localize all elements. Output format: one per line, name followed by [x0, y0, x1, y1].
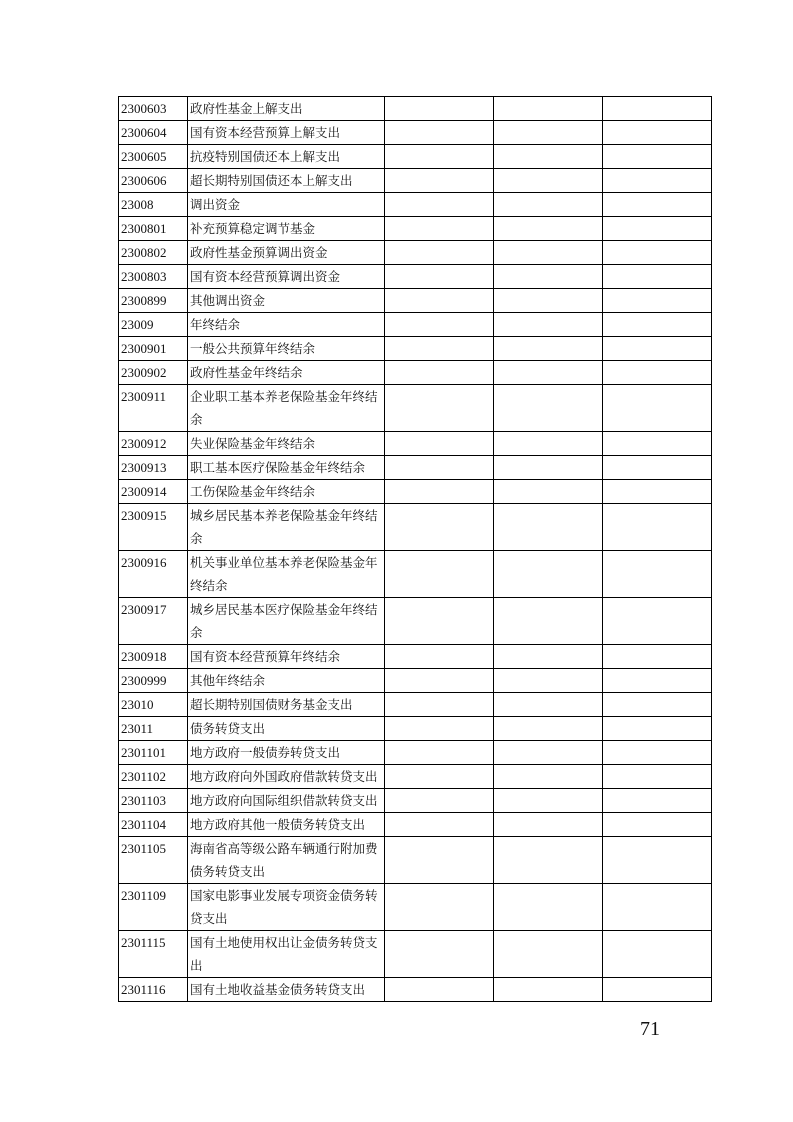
item-name: 调出资金: [188, 193, 385, 217]
table-row: [119, 313, 712, 337]
item-name: 工伤保险基金年终结余: [188, 480, 385, 504]
item-name: 国有资本经营预算调出资金: [188, 265, 385, 289]
empty-value-cell: [603, 265, 712, 289]
empty-value-cell: [494, 313, 603, 337]
table-row: [119, 645, 712, 669]
table-row: [119, 741, 712, 765]
item-code: 2300603: [119, 97, 188, 121]
item-code: 2301104: [119, 813, 188, 837]
item-code: 2301109: [119, 884, 188, 931]
empty-value-cell: [385, 693, 494, 717]
empty-value-cell: [385, 717, 494, 741]
item-name: 地方政府其他一般债务转贷支出: [188, 813, 385, 837]
item-code: 2301105: [119, 837, 188, 884]
item-name: 国有资本经营预算年终结余: [188, 645, 385, 669]
empty-value-cell: [603, 504, 712, 551]
item-name: 政府性基金年终结余: [188, 361, 385, 385]
table-row: [119, 169, 712, 193]
empty-value-cell: [603, 121, 712, 145]
empty-value-cell: [385, 361, 494, 385]
item-name: 其他调出资金: [188, 289, 385, 313]
empty-value-cell: [385, 97, 494, 121]
empty-value-cell: [603, 313, 712, 337]
empty-value-cell: [494, 169, 603, 193]
empty-value-cell: [385, 645, 494, 669]
item-code: 2300999: [119, 669, 188, 693]
empty-value-cell: [385, 456, 494, 480]
table-row: [119, 931, 712, 978]
empty-value-cell: [603, 741, 712, 765]
item-name: 职工基本医疗保险基金年终结余: [188, 456, 385, 480]
empty-value-cell: [385, 385, 494, 432]
item-name: 城乡居民基本养老保险基金年终结余: [188, 504, 385, 551]
empty-value-cell: [494, 385, 603, 432]
table-row: [119, 241, 712, 265]
empty-value-cell: [603, 978, 712, 1002]
table-row: [119, 813, 712, 837]
empty-value-cell: [385, 121, 494, 145]
empty-value-cell: [494, 884, 603, 931]
empty-value-cell: [603, 432, 712, 456]
item-code: 23009: [119, 313, 188, 337]
table-row: [119, 145, 712, 169]
item-code: 2301102: [119, 765, 188, 789]
item-name: 超长期特别国债财务基金支出: [188, 693, 385, 717]
item-code: 2301116: [119, 978, 188, 1002]
empty-value-cell: [494, 669, 603, 693]
item-name: 国家电影事业发展专项资金债务转贷支出: [188, 884, 385, 931]
empty-value-cell: [494, 456, 603, 480]
item-code: 2300918: [119, 645, 188, 669]
item-code: 23010: [119, 693, 188, 717]
empty-value-cell: [603, 717, 712, 741]
item-code: 2300913: [119, 456, 188, 480]
empty-value-cell: [603, 551, 712, 598]
item-name: 抗疫特别国债还本上解支出: [188, 145, 385, 169]
item-name: 超长期特别国债还本上解支出: [188, 169, 385, 193]
item-name: 国有土地收益基金债务转贷支出: [188, 978, 385, 1002]
empty-value-cell: [603, 931, 712, 978]
table-row: [119, 504, 712, 551]
empty-value-cell: [385, 504, 494, 551]
table-row: [119, 717, 712, 741]
item-code: 2301103: [119, 789, 188, 813]
table-row: [119, 789, 712, 813]
empty-value-cell: [494, 789, 603, 813]
item-code: 2300915: [119, 504, 188, 551]
item-name: 城乡居民基本医疗保险基金年终结余: [188, 598, 385, 645]
empty-value-cell: [603, 456, 712, 480]
empty-value-cell: [385, 169, 494, 193]
empty-value-cell: [603, 765, 712, 789]
empty-value-cell: [385, 837, 494, 884]
empty-value-cell: [494, 217, 603, 241]
table-row: [119, 217, 712, 241]
item-code: 2300604: [119, 121, 188, 145]
table-row: [119, 337, 712, 361]
empty-value-cell: [385, 432, 494, 456]
empty-value-cell: [603, 837, 712, 884]
empty-value-cell: [385, 598, 494, 645]
empty-value-cell: [494, 241, 603, 265]
table-row: [119, 480, 712, 504]
empty-value-cell: [603, 645, 712, 669]
empty-value-cell: [385, 741, 494, 765]
budget-code-table: [118, 96, 712, 1002]
item-code: 2300606: [119, 169, 188, 193]
table-row: [119, 432, 712, 456]
empty-value-cell: [603, 289, 712, 313]
table-row: [119, 837, 712, 884]
empty-value-cell: [385, 978, 494, 1002]
item-name: 债务转贷支出: [188, 717, 385, 741]
empty-value-cell: [385, 241, 494, 265]
empty-value-cell: [494, 361, 603, 385]
empty-value-cell: [603, 789, 712, 813]
item-name: 失业保险基金年终结余: [188, 432, 385, 456]
item-name: 国有资本经营预算上解支出: [188, 121, 385, 145]
empty-value-cell: [385, 884, 494, 931]
empty-value-cell: [603, 169, 712, 193]
table-row: [119, 361, 712, 385]
empty-value-cell: [385, 551, 494, 598]
item-name: 地方政府一般债券转贷支出: [188, 741, 385, 765]
page-number: 71: [640, 1018, 660, 1040]
item-name: 政府性基金预算调出资金: [188, 241, 385, 265]
empty-value-cell: [494, 693, 603, 717]
empty-value-cell: [494, 645, 603, 669]
table-row: [119, 598, 712, 645]
empty-value-cell: [494, 145, 603, 169]
item-name: 年终结余: [188, 313, 385, 337]
item-code: 2300802: [119, 241, 188, 265]
empty-value-cell: [603, 598, 712, 645]
item-name: 地方政府向外国政府借款转贷支出: [188, 765, 385, 789]
item-name: 政府性基金上解支出: [188, 97, 385, 121]
empty-value-cell: [385, 813, 494, 837]
empty-value-cell: [494, 504, 603, 551]
empty-value-cell: [603, 241, 712, 265]
item-name: 一般公共预算年终结余: [188, 337, 385, 361]
empty-value-cell: [385, 765, 494, 789]
item-code: 2300801: [119, 217, 188, 241]
empty-value-cell: [385, 480, 494, 504]
table-row: [119, 884, 712, 931]
table-row: [119, 765, 712, 789]
empty-value-cell: [494, 432, 603, 456]
empty-value-cell: [603, 97, 712, 121]
item-name: 企业职工基本养老保险基金年终结余: [188, 385, 385, 432]
table-row: [119, 193, 712, 217]
empty-value-cell: [603, 217, 712, 241]
empty-value-cell: [603, 193, 712, 217]
empty-value-cell: [494, 551, 603, 598]
item-code: 23011: [119, 717, 188, 741]
empty-value-cell: [385, 313, 494, 337]
empty-value-cell: [494, 717, 603, 741]
empty-value-cell: [494, 337, 603, 361]
table-row: [119, 551, 712, 598]
empty-value-cell: [603, 884, 712, 931]
empty-value-cell: [385, 669, 494, 693]
item-code: 2301101: [119, 741, 188, 765]
item-code: 2300901: [119, 337, 188, 361]
empty-value-cell: [603, 669, 712, 693]
item-code: 2300912: [119, 432, 188, 456]
table-row: [119, 121, 712, 145]
empty-value-cell: [494, 765, 603, 789]
empty-value-cell: [385, 931, 494, 978]
item-name: 补充预算稳定调节基金: [188, 217, 385, 241]
empty-value-cell: [603, 385, 712, 432]
item-code: 2301115: [119, 931, 188, 978]
table-row: [119, 456, 712, 480]
empty-value-cell: [494, 978, 603, 1002]
empty-value-cell: [603, 337, 712, 361]
item-name: 海南省高等级公路车辆通行附加费债务转贷支出: [188, 837, 385, 884]
empty-value-cell: [603, 693, 712, 717]
empty-value-cell: [494, 289, 603, 313]
item-name: 国有土地使用权出让金债务转贷支出: [188, 931, 385, 978]
item-code: 2300803: [119, 265, 188, 289]
item-code: 2300914: [119, 480, 188, 504]
item-code: 2300899: [119, 289, 188, 313]
empty-value-cell: [494, 813, 603, 837]
empty-value-cell: [385, 289, 494, 313]
table-row: [119, 289, 712, 313]
empty-value-cell: [385, 265, 494, 289]
empty-value-cell: [385, 789, 494, 813]
item-name: 机关事业单位基本养老保险基金年终结余: [188, 551, 385, 598]
empty-value-cell: [603, 145, 712, 169]
empty-value-cell: [494, 837, 603, 884]
item-code: 2300917: [119, 598, 188, 645]
item-code: 2300916: [119, 551, 188, 598]
empty-value-cell: [494, 97, 603, 121]
item-code: 2300605: [119, 145, 188, 169]
table-row: [119, 669, 712, 693]
empty-value-cell: [494, 265, 603, 289]
table-row: [119, 693, 712, 717]
empty-value-cell: [385, 337, 494, 361]
item-name: 其他年终结余: [188, 669, 385, 693]
empty-value-cell: [603, 480, 712, 504]
item-code: 2300902: [119, 361, 188, 385]
empty-value-cell: [494, 193, 603, 217]
empty-value-cell: [494, 931, 603, 978]
table-row: [119, 385, 712, 432]
empty-value-cell: [385, 193, 494, 217]
empty-value-cell: [494, 480, 603, 504]
empty-value-cell: [494, 598, 603, 645]
empty-value-cell: [494, 741, 603, 765]
empty-value-cell: [385, 145, 494, 169]
item-code: 23008: [119, 193, 188, 217]
empty-value-cell: [603, 361, 712, 385]
empty-value-cell: [494, 121, 603, 145]
table-row: [119, 978, 712, 1002]
table-row: [119, 97, 712, 121]
item-code: 2300911: [119, 385, 188, 432]
item-name: 地方政府向国际组织借款转贷支出: [188, 789, 385, 813]
table-row: [119, 265, 712, 289]
empty-value-cell: [385, 217, 494, 241]
empty-value-cell: [603, 813, 712, 837]
